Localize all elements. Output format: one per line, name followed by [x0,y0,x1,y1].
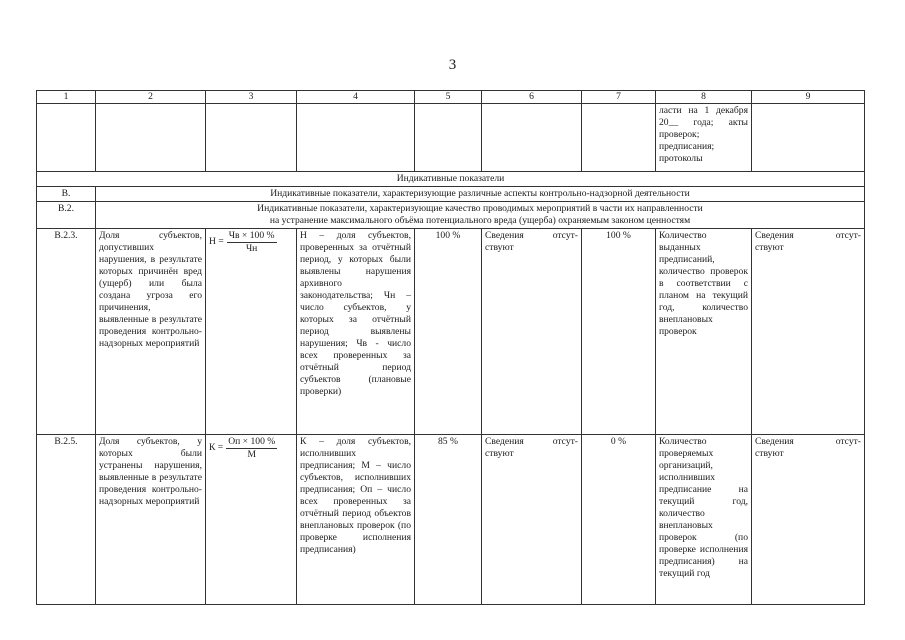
indicator-name: Доля субъектов, у которых были устранены нарушения, выявленные в результате проведения контрольно-надзорных мероприятий [96,434,206,604]
indicators-table [36,90,865,605]
indicator-col6 [482,228,582,434]
empty-cell [96,103,206,171]
column-number: 2 [96,91,206,104]
indicator-col9 [752,228,865,434]
continuation-text: ласти на 1 декабря 20__ года; акты проверок; предписания; протоколы [656,103,752,171]
indicator-col9 [752,434,865,604]
indicator-source: Количество выданных предписаний, количество проверок в соответствии с планом на текущий год, количество внеплановых проверок [656,228,752,434]
col9-word: Сведения [755,229,794,241]
formula-lhs: Н = [209,236,224,248]
column-number: 6 [482,91,582,104]
indicator-formula [206,228,297,434]
formula-lhs: К = [209,442,224,454]
empty-cell [415,103,482,171]
formula-numerator: Чв × 100 % [228,229,275,241]
column-number: 3 [206,91,297,104]
col6-word: Сведения [485,229,524,241]
indicator-description: Н – доля субъектов, проверенных за отчётный период, у которых были выявлены нарушения архивного законодательства; Чн – число субъектов, у которых за отчётный период выявлены нарушения; Чв - число всех проверенных за отчётный период субъектов (плановые проверки) [297,228,415,434]
col9-word: отсут- [835,229,861,241]
indicator-code: В.2.3. [37,228,96,434]
indicator-description: К – доля субъектов, исполнивших предписания; М – число субъектов, исполнивших предписания; Оп – число всех проверенных за отчётный период объектов внеплановых проверок (по проверке исполнения предписания) [297,434,415,604]
empty-cell [482,103,582,171]
group-b-row [37,186,865,201]
group-title-line: Индикативные показатели, характеризующие качество проводимых мероприятий в части их направленности [257,202,703,214]
indicator-formula [206,434,297,604]
col6-word: отсут- [552,435,578,447]
column-number: 9 [752,91,865,104]
col6-word: Сведения [485,435,524,447]
column-number-row [37,91,865,104]
section-title: Индикативные показатели [37,171,865,186]
group-code: В.2. [37,201,96,228]
section-title-row [37,171,865,186]
col9-word: Сведения [755,435,794,447]
table-row [37,434,865,604]
col6-cont: ствуют [485,241,514,253]
col6-word: отсут- [552,229,578,241]
indicator-source: Количество проверяемых организаций, исполнивших предписание на текущий год, количество внеплановых проверок (по проверке исполнения предписания) на текущий год [656,434,752,604]
formula-denominator: Чн [245,242,258,254]
indicator-code: В.2.5. [37,434,96,604]
group-b2-row [37,201,865,228]
group-title: Индикативные показатели, характеризующие различные аспекты контрольно-надзорной деятельности [96,186,865,201]
empty-cell [752,103,865,171]
column-number: 8 [656,91,752,104]
continuation-row [37,103,865,171]
column-number: 5 [415,91,482,104]
indicator-target: 100 % [415,228,482,434]
column-number: 7 [582,91,656,104]
table-row [37,228,865,434]
empty-cell [582,103,656,171]
indicator-col6 [482,434,582,604]
page-number: 3 [448,57,457,73]
group-title [96,201,865,228]
col9-cont: ствуют [755,447,784,459]
col6-cont: ствуют [485,447,514,459]
group-title-line: на устранение максимального объёма потенциального вреда (ущерба) охраняемым законом ценностям [269,214,691,226]
group-code: В. [37,186,96,201]
empty-cell [206,103,297,171]
col9-word: отсут- [835,435,861,447]
column-number: 4 [297,91,415,104]
empty-cell [297,103,415,171]
empty-cell [37,103,96,171]
indicator-col7: 100 % [582,228,656,434]
indicator-target: 85 % [415,434,482,604]
indicator-col7: 0 % [582,434,656,604]
col9-cont: ствуют [755,241,784,253]
formula-denominator: М [247,448,257,460]
column-number: 1 [37,91,96,104]
indicator-name: Доля субъектов, допустивших нарушения, в результате которых причинён вред (ущерб) или была создана угроза его причинения, выявленные в результате проведения контрольно-надзорных мероприятий [96,228,206,434]
formula-numerator: Оп × 100 % [228,435,276,447]
